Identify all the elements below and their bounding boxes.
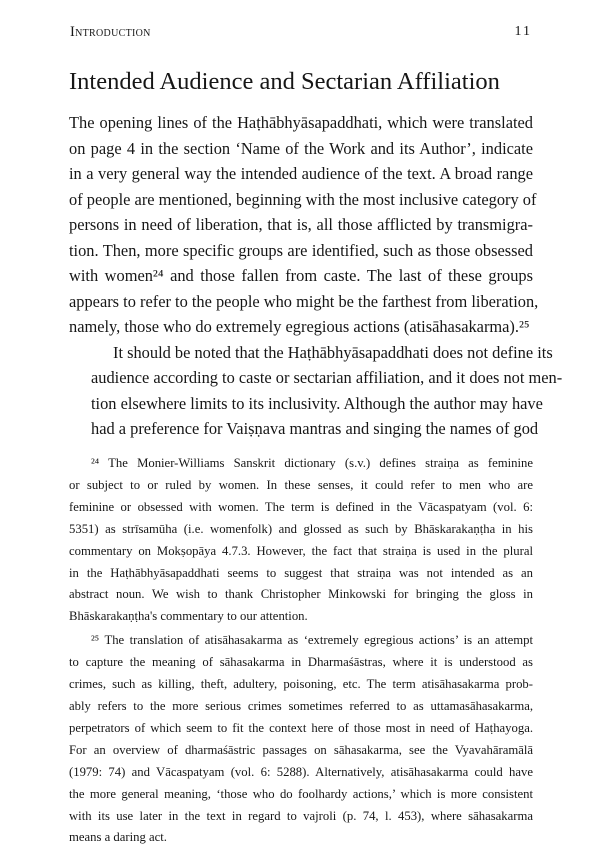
- footnote-line: with its use later in the text in regard to vajroli (p. 74, l. 453), where sāhasakarma: [69, 808, 533, 823]
- text-line: on page 4 in the section ‘Name of the Work and its Author’, indicate: [69, 138, 533, 158]
- text-line: The opening lines of the Haṭhābhyāsapaddhati, which were translated: [69, 113, 533, 132]
- footnote-line: abstract noun. We wish to thank Christopher Minkowski for bringing the gloss in: [69, 587, 533, 602]
- text-line: tion elsewhere limits to its inclusivity. Although the author may have: [91, 393, 543, 413]
- text-line: appears to refer to the people who might be the farthest from liberation,: [69, 291, 539, 311]
- footnote-line: or subject to or ruled by women. In these senses, it could refer to men who are: [69, 477, 533, 492]
- footnote-line: perpetrators of which seem to fit the context here of those most in need of Haṭhayoga.: [69, 720, 533, 735]
- footnote-line: (1979: 74) and Vācaspatyam (vol. 6: 5288). Alternatively, atisāhasakarma could have: [69, 764, 533, 779]
- text-line: It should be noted that the Haṭhābhyāsapaddhati does not define its: [113, 342, 553, 362]
- running-head-section: Introduction: [70, 24, 151, 40]
- footnote-line: ²⁴ The Monier-Williams Sanskrit dictionary (s.v.) defines straiṇa as feminine: [91, 456, 533, 470]
- paragraph-2: [69, 340, 563, 442]
- footnote-line: For an overview of dharmaśāstric passages on sāhasakarma, see the Vyavahāramālā: [69, 742, 533, 757]
- footnote-line: to capture the meaning of sāhasakarma in Dharmaśāstras, where it is understood as: [69, 655, 533, 670]
- body-text: [69, 110, 563, 442]
- footnote-line: feminine or obsessed with women. The term is defined in the Vācaspatyam (vol. 6:: [69, 499, 533, 514]
- section-heading: Intended Audience and Sectarian Affiliation: [69, 68, 500, 95]
- footnote-line: crimes, such as killing, theft, adultery, poisoning, etc. The term atisāhasakarma prob-: [69, 677, 533, 692]
- footnote-24: [69, 453, 533, 628]
- footnote-line: 5351) as strīsamūha (i.e. womenfolk) and glossed as such by Bhāskarakaṇṭha in his: [69, 521, 533, 536]
- footnote-25: [69, 630, 533, 849]
- text-line: tion. Then, more specific groups are identified, such as those obsessed: [69, 240, 533, 260]
- footnote-line: ably refers to the more serious crimes sometimes referred to as uttamasāhasakarma,: [69, 698, 533, 713]
- footnote-line: Bhāskarakaṇṭha's commentary to our attention.: [69, 609, 308, 624]
- running-head: [70, 24, 532, 44]
- footnote-line: commentary on Mokṣopāya 4.7.3. However, the fact that straiṇa is used in the plural: [69, 543, 533, 558]
- text-line: persons in need of liberation, that is, all those afflicted by transmigra-: [69, 215, 533, 234]
- footnotes: [69, 453, 533, 849]
- text-line: in a very general way the intended audience of the text. A broad range: [69, 164, 533, 183]
- text-line: of people are mentioned, beginning with the most inclusive category of: [69, 189, 537, 209]
- text-line: audience according to caste or sectarian affiliation, and it does not men-: [91, 368, 563, 387]
- paragraph-1: [69, 110, 539, 340]
- footnote-line: the more general meaning, ‘those who do foolhardy actions,’ which is more consistent: [69, 786, 533, 801]
- page-number: 11: [514, 24, 532, 39]
- footnote-line: in the Haṭhābhyāsapaddhati seems to suggest that straiṇa was not intended as an: [69, 565, 533, 580]
- text-line: had a preference for Vaiṣṇava mantras and singing the names of god: [91, 419, 539, 438]
- footnote-line: ²⁵ The translation of atisāhasakarma as ‘extremely egregious actions’ is an attempt: [91, 633, 533, 648]
- text-line: with women²⁴ and those fallen from caste. The last of these groups: [69, 266, 533, 285]
- text-line: namely, those who do extremely egregious actions (atisāhasakarma).²⁵: [69, 317, 530, 336]
- footnote-line: means a daring act.: [69, 830, 167, 845]
